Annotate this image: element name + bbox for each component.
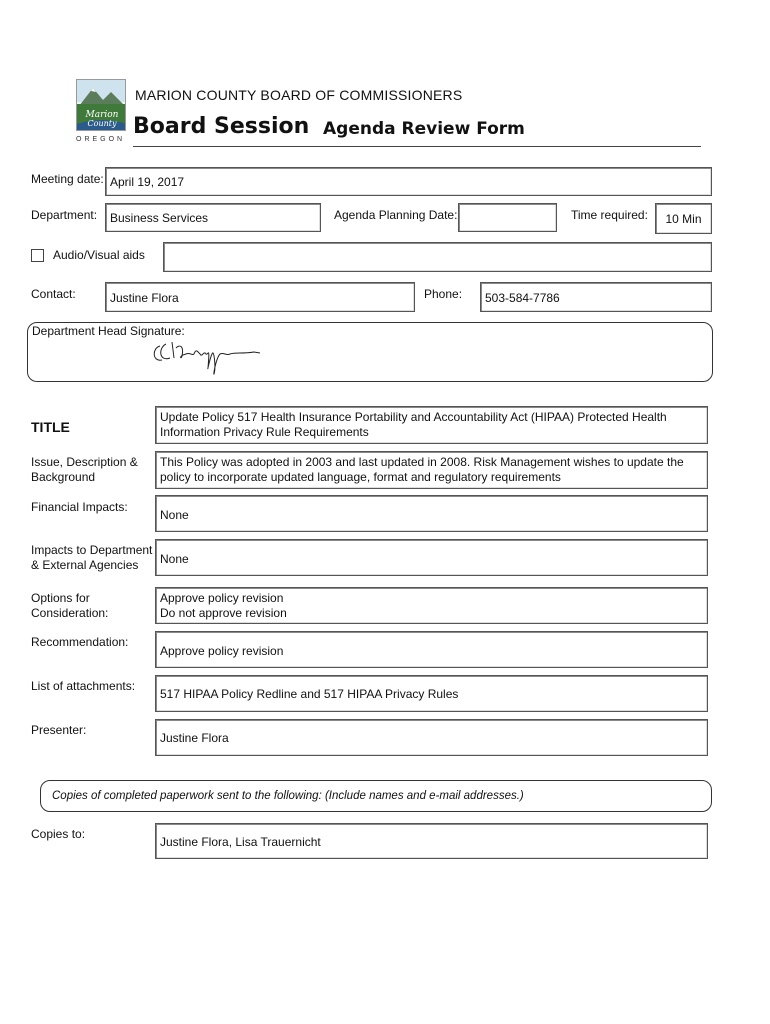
issue-field[interactable]: This Policy was adopted in 2003 and last updated in 2008. Risk Management wishes to update the policy to incorporate updated language, format and regulatory requirements bbox=[155, 451, 708, 489]
financial-label: Financial Impacts: bbox=[31, 500, 128, 514]
copies-to-field[interactable]: Justine Flora, Lisa Trauernicht bbox=[155, 823, 708, 859]
contact-label: Contact: bbox=[31, 287, 76, 301]
svg-text:County: County bbox=[87, 119, 117, 128]
issue-label-line2: Background bbox=[31, 470, 96, 484]
title-field[interactable]: Update Policy 517 Health Insurance Portability and Accountability Act (HIPAA) Protected Health Information Privacy Rule Requirements bbox=[155, 406, 708, 444]
attachments-label: List of attachments: bbox=[31, 679, 136, 693]
av-label: Audio/Visual aids bbox=[53, 248, 145, 262]
impacts-label-line1: Impacts to Department bbox=[31, 543, 153, 557]
meeting-date-field[interactable]: April 19, 2017 bbox=[105, 167, 712, 196]
option-approve: Approve policy revision bbox=[160, 591, 284, 605]
logo-state-text: OREGON bbox=[76, 136, 126, 143]
phone-label: Phone: bbox=[424, 287, 463, 301]
presenter-label: Presenter: bbox=[31, 723, 87, 737]
page-subtitle: Agenda Review Form bbox=[323, 119, 525, 139]
av-checkbox[interactable] bbox=[31, 249, 44, 262]
phone-field[interactable]: 503-584-7786 bbox=[480, 282, 712, 312]
department-field[interactable]: Business Services bbox=[105, 203, 321, 232]
svg-text:Marion: Marion bbox=[85, 110, 119, 120]
time-required-label: Time required: bbox=[571, 208, 648, 222]
impacts-label-line2: & External Agencies bbox=[31, 558, 139, 572]
signature-label: Department Head Signature: bbox=[32, 324, 185, 338]
planning-date-label: Agenda Planning Date: bbox=[334, 208, 458, 222]
issue-label-line1: Issue, Description & bbox=[31, 455, 138, 469]
copies-to-label: Copies to: bbox=[31, 827, 86, 841]
options-field[interactable] bbox=[155, 587, 708, 624]
options-label-line1: Options for bbox=[31, 591, 90, 605]
recommendation-label: Recommendation: bbox=[31, 635, 129, 649]
contact-field[interactable]: Justine Flora bbox=[105, 282, 415, 312]
planning-date-field[interactable] bbox=[458, 203, 557, 232]
mountain-logo-icon bbox=[77, 80, 126, 131]
department-label: Department: bbox=[31, 208, 98, 222]
option-do-not-approve: Do not approve revision bbox=[160, 606, 287, 620]
page-title: Board Session bbox=[133, 114, 310, 139]
impacts-field[interactable]: None bbox=[155, 539, 708, 576]
org-name: MARION COUNTY BOARD OF COMMISSIONERS bbox=[135, 87, 463, 103]
meeting-date-label: Meeting date: bbox=[31, 172, 104, 186]
copies-note: Copies of completed paperwork sent to the following: (Include names and e-mail addresses.) bbox=[52, 790, 524, 802]
county-logo bbox=[76, 79, 126, 131]
header-divider bbox=[133, 146, 701, 147]
options-label-line2: Consideration: bbox=[31, 606, 109, 620]
title-section-label: TITLE bbox=[31, 419, 70, 435]
handwritten-signature bbox=[150, 338, 265, 378]
financial-field[interactable]: None bbox=[155, 495, 708, 532]
recommendation-field[interactable]: Approve policy revision bbox=[155, 631, 708, 668]
attachments-field[interactable]: 517 HIPAA Policy Redline and 517 HIPAA Privacy Rules bbox=[155, 675, 708, 712]
presenter-field[interactable]: Justine Flora bbox=[155, 719, 708, 756]
av-field[interactable] bbox=[163, 242, 712, 272]
time-required-field[interactable]: 10 Min bbox=[655, 203, 712, 234]
